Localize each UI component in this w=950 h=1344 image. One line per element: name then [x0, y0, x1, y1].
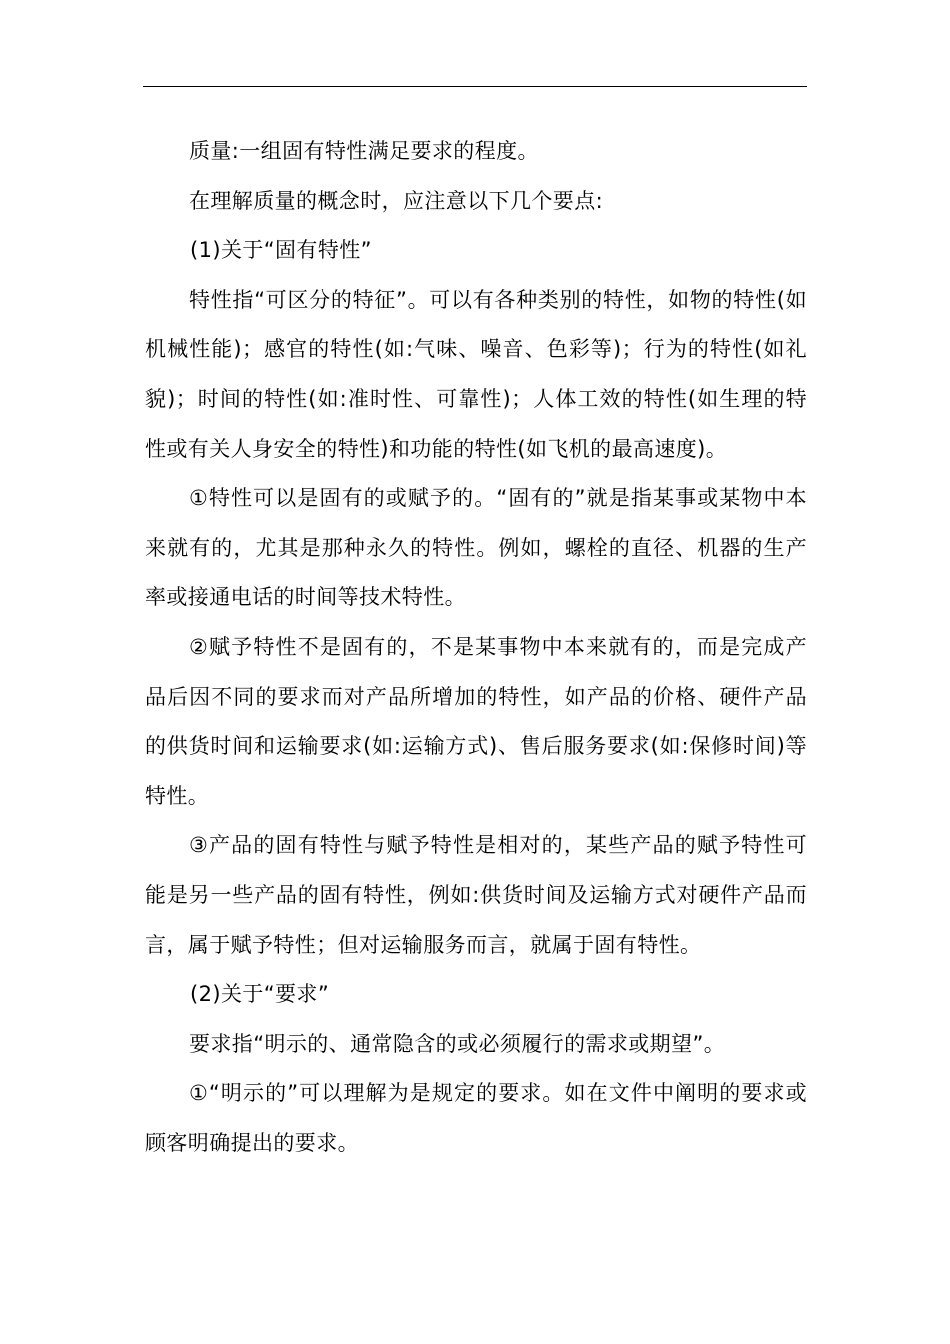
paragraph-inherent-or-assigned: ①特性可以是固有的或赋予的。“固有的”就是指某事或某物中本来就有的，尤其是那种永久的特性。例如，螺栓的直径、机器的生产率或接通电话的时间等技术特性。 — [145, 486, 807, 610]
paragraph-assigned-characteristics: ②赋予特性不是固有的，不是某事物中本来就有的，而是完成产品后因不同的要求而对产品所增加的特性，如产品的价格、硬件产品的供货时间和运输要求(如:运输方式)、售后服务要求(如:保修时间)等特性。 — [145, 634, 807, 808]
paragraph-characteristics-definition: 特性指“可区分的特征”。可以有各种类别的特性，如物的特性(如机械性能)；感官的特性(如:气味、噪音、色彩等)；行为的特性(如礼貌)；时间的特性(如:准时性、可靠性)；人体工效的特性(如生理的特性或有关人身安全的特性)和功能的特性(如飞机的最高速度)。 — [145, 287, 807, 461]
paragraph-relative-characteristics: ③产品的固有特性与赋予特性是相对的，某些产品的赋予特性可能是另一些产品的固有特性，例如:供货时间及运输方式对硬件产品而言，属于赋予特性；但对运输服务而言，就属于固有特性。 — [145, 833, 807, 957]
paragraph-explicit-requirements: ①“明示的”可以理解为是规定的要求。如在文件中阐明的要求或顾客明确提出的要求。 — [145, 1081, 807, 1155]
section-heading-requirements: (2)关于“要求” — [190, 982, 330, 1007]
paragraph-quality-definition: 质量:一组固有特性满足要求的程度。 — [189, 139, 539, 163]
document-body — [145, 127, 807, 1168]
section-heading-inherent-characteristics: (1)关于“固有特性” — [190, 238, 372, 263]
paragraph-requirements-definition: 要求指“明示的、通常隐含的或必须履行的需求或期望”。 — [189, 1031, 726, 1056]
header-rule — [143, 86, 807, 87]
paragraph-key-points-intro: 在理解质量的概念时，应注意以下几个要点: — [189, 188, 604, 213]
